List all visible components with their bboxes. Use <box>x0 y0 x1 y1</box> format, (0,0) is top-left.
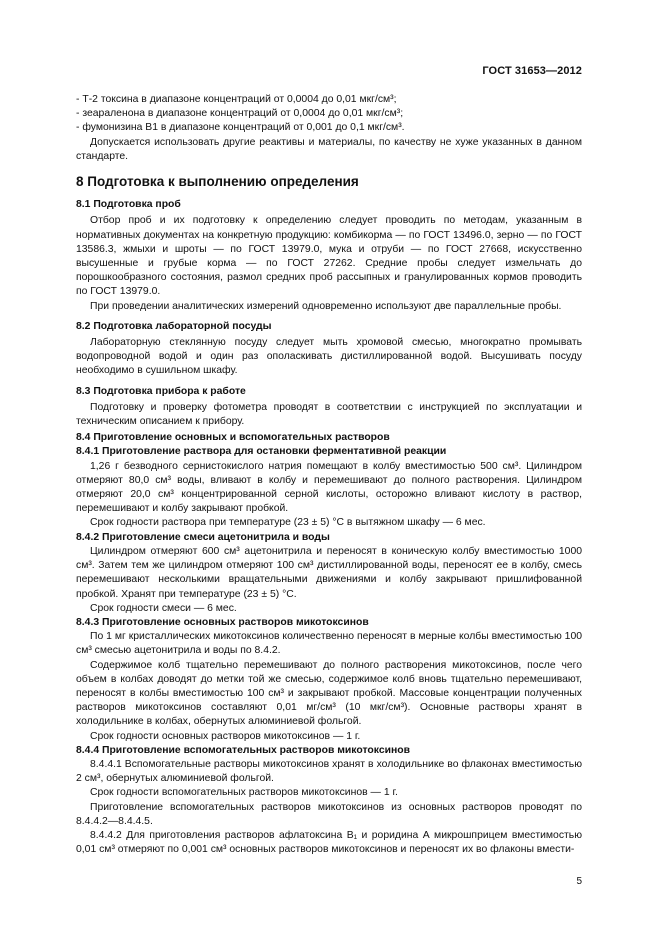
list-item: - Т-2 токсина в диапазоне концентраций от 0,0004 до 0,01 мкг/см³; <box>76 94 397 105</box>
subsubsection-heading: 8.4.4 Приготовление вспомогательных растворов микотоксинов <box>76 744 410 756</box>
subsection-heading: 8.3 Подготовка прибора к работе <box>76 385 246 397</box>
paragraph: По 1 мг кристаллических микотоксинов количественно переносят в мерные колбы вместимостью 100 см³ смесью ацетонитрила и воды по 8.4.2. <box>76 631 582 657</box>
paragraph: Срок годности смеси — 6 мес. <box>90 602 237 614</box>
paragraph: Цилиндром отмеряют 600 см³ ацетонитрила и переносят в коническую колбу вместимостью 1000 см³. Затем тем же цилиндром отмеряют 100 см³ дистиллированной воды, переносят ее в колбу, смесь перемешивают несколькими вращательными движениями и колбу закрывают пришлифованной пробкой. Хранят при температуре (23 ± 5) °С. <box>76 545 582 600</box>
paragraph: Срок годности раствора при температуре (23 ± 5) °С в вытяжном шкафу — 6 мес. <box>90 517 486 529</box>
list-item: - фумонизина В1 в диапазоне концентраций от 0,001 до 0,1 мкг/см³. <box>76 122 405 134</box>
subsubsection-heading: 8.4.2 Приготовление смеси ацетонитрила и воды <box>76 531 330 543</box>
paragraph: 8.4.4.1 Вспомогательные растворы микотоксинов хранят в холодильнике во флаконах вместимостью 2 см³, обернутых алюминиевой фольгой. <box>76 758 582 785</box>
paragraph: Срок годности вспомогательных растворов микотоксинов — 1 г. <box>90 787 398 799</box>
paragraph: Приготовление вспомогательных растворов микотоксинов из основных растворов проводят по 8.4.4.2—8.4.4.5. <box>76 801 582 827</box>
paragraph: При проведении аналитических измерений одновременно используют две параллельные пробы. <box>90 300 562 312</box>
list-item: - зеараленона в диапазоне концентраций от 0,0004 до 0,01 мкг/см³; <box>76 108 404 120</box>
subsubsection-heading: 8.4.3 Приготовление основных растворов микотоксинов <box>76 616 369 628</box>
page-number: 5 <box>576 876 582 887</box>
paragraph: Срок годности основных растворов микотоксинов — 1 г. <box>90 730 361 742</box>
subsection-heading: 8.2 Подготовка лабораторной посуды <box>76 320 272 332</box>
document-body <box>76 93 582 857</box>
subsection-heading: 8.4 Приготовление основных и вспомогательных растворов <box>76 432 390 444</box>
subsection-heading: 8.1 Подготовка проб <box>76 199 181 211</box>
paragraph: Отбор проб и их подготовку к определению следует проводить по методам, указанным в нормативных документах на конкретную продукцию: комбикорма — по ГОСТ 13496.0, зерно — по ГОСТ 13586.3, жмыхи и шроты — по ГОСТ 13979.0, мука и отруби — по ГОСТ 27668, искусственно высушенные и грубые корма — по ГОСТ 27262. Средние пробы следует измельчать до порошкообразного состояния, размол средних проб рассыпных и гранулированных кормов проводить по ГОСТ 13979.0. <box>76 215 582 298</box>
document-header: ГОСТ 31653—2012 <box>482 65 582 77</box>
paragraph: 8.4.4.2 Для приготовления растворов афлатоксина В₁ и роридина А микрошприцем вместимостью 0,01 см³ отмеряют по 0,001 см³ основных растворов микотоксинов и переносят их во флаконы вмести- <box>76 829 582 856</box>
subsubsection-heading: 8.4.1 Приготовление раствора для остановки ферментативной реакции <box>76 446 447 458</box>
section-heading: 8 Подготовка к выполнению определения <box>76 174 359 190</box>
paragraph: 1,26 г безводного сернистокислого натрия помещают в колбу вместимостью 500 см³. Цилиндром отмеряют 80,0 см³ воды, вливают в колбу и перемешивают до полного растворения. Цилиндром отмеряют 20,0 см³ концентрированной серной кислоты, осторожно вливают кислоту в раствор, перемешивают и колбу закрывают пробкой. <box>76 460 582 515</box>
paragraph: Содержимое колб тщательно перемешивают до полного растворения микотоксинов, после чего объем в колбах доводят до метки той же смесью, содержимое колб вновь тщательно перемешивают, переносят в колбы вместимостью 100 см³ и закрывают пробкой. Массовые концентрации полученных растворов микотоксинов составляют 0,01 мг/см³ (10 мкг/см³). Основные растворы хранят в холодильнике в колбах, обернутых алюминиевой фольгой. <box>76 659 582 728</box>
paragraph: Лабораторную стеклянную посуду следует мыть хромовой смесью, многократно промывать водопроводной водой и один раз ополаскивать дистиллированной водой. Высушивать посуду необходимо в сушильном шкафу. <box>76 337 582 377</box>
paragraph: Допускается использовать другие реактивы и материалы, по качеству не хуже указанных в данном стандарте. <box>76 136 582 162</box>
document-page <box>76 0 582 936</box>
paragraph: Подготовку и проверку фотометра проводят в соответствии с инструкцией по эксплуатации и техническим описанием к прибору. <box>76 401 582 428</box>
